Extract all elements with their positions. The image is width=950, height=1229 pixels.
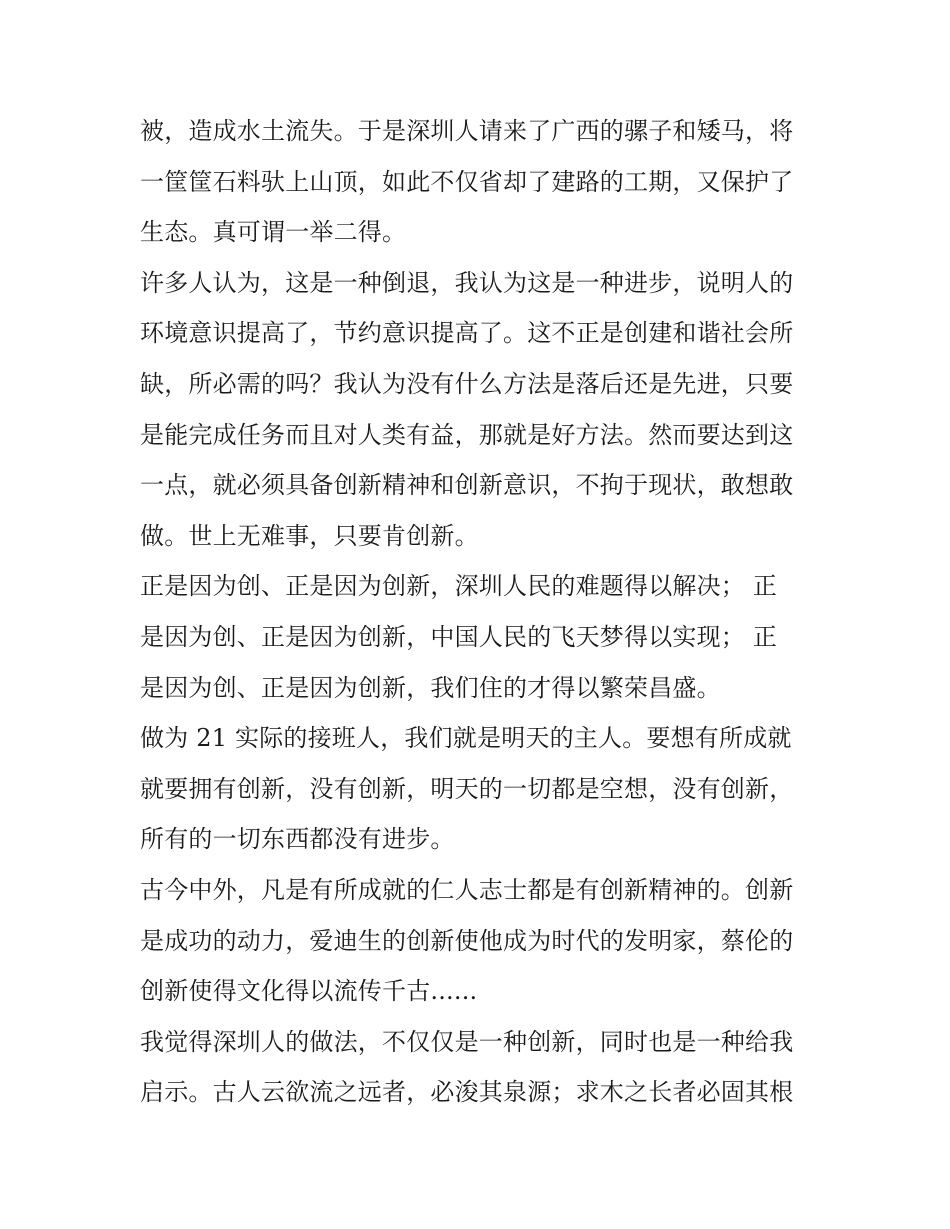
text-line: 启示。古人云欲流之远者，必浚其泉源；求木之长者必固其根 <box>140 1078 794 1107</box>
text-line: 被，造成水土流失。于是深圳人请来了广西的骡子和矮马，将 <box>140 117 794 145</box>
text-line: 环境意识提高了，节约意识提高了。这不正是创建和谐社会所 <box>140 319 794 348</box>
text-line: 是因为创、正是因为创新，我们住的才得以繁荣昌盛。 <box>140 673 721 702</box>
text-line: 做。世上无难事，只要肯创新。 <box>140 521 479 550</box>
text-line: 古今中外，凡是有所成就的仁人志士都是有创新精神的。创新 <box>140 875 794 904</box>
text-line: 所有的一切东西都没有进步。 <box>140 825 455 854</box>
text-line: 创新使得文化得以流传千古...... <box>140 977 478 1006</box>
text-line: 正是因为创、正是因为创新，深圳人民的难题得以解决； 正 <box>140 572 778 601</box>
text-line: 是能完成任务而且对人类有益，那就是好方法。然而要达到这 <box>140 420 794 449</box>
text-line: 是成功的动力，爱迪生的创新使他成为时代的发明家，蔡伦的 <box>140 926 794 955</box>
text-line: 一筐筐石料驮上山顶，如此不仅省却了建路的工期，又保护了 <box>140 167 794 196</box>
text-line: 是因为创、正是因为创新，中国人民的飞天梦得以实现； 正 <box>140 622 778 651</box>
text-line: 许多人认为，这是一种倒退，我认为这是一种进步，说明人的 <box>140 268 794 297</box>
text-line: 我觉得深圳人的做法，不仅仅是一种创新，同时也是一种给我 <box>140 1027 794 1056</box>
text-line: 一点，就必须具备创新精神和创新意识，不拘于现状，敢想敢 <box>140 471 794 500</box>
text-line: 就要拥有创新，没有创新，明天的一切都是空想，没有创新， <box>140 774 794 803</box>
document-body <box>140 106 820 1118</box>
text-line: 做为 21 实际的接班人，我们就是明天的主人。要想有所成就 <box>140 724 792 753</box>
text-line: 生态。真可谓一举二得。 <box>140 218 407 247</box>
text-line: 缺，所必需的吗？我认为没有什么方法是落后还是先进，只要 <box>140 369 794 398</box>
